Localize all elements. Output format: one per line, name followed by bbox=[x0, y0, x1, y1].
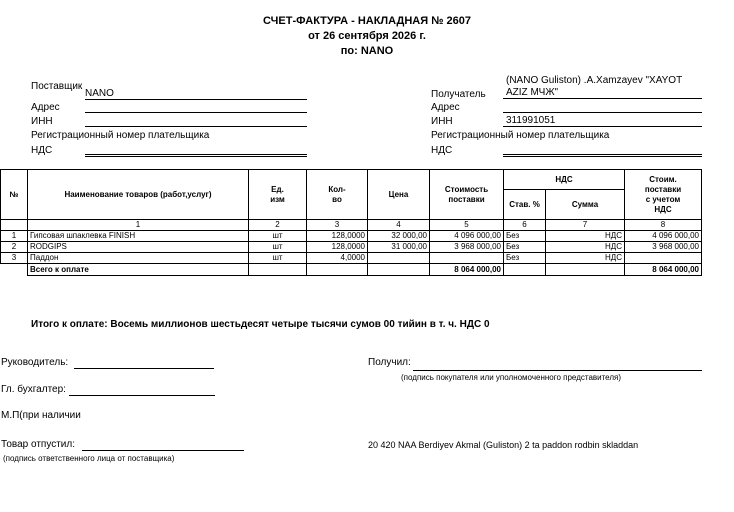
header-cost-line1: Стоимость bbox=[444, 184, 489, 194]
row-unit: шт bbox=[249, 253, 307, 264]
total-cost: 8 064 000,00 bbox=[430, 264, 504, 276]
total-row bbox=[1, 264, 702, 276]
colnum-2: 2 bbox=[249, 220, 307, 231]
supplier-value-text: NANO bbox=[85, 88, 114, 99]
received-label: Получил: bbox=[368, 357, 411, 368]
header-qty-line2: во bbox=[332, 194, 342, 204]
header-unit-line1: Ед. bbox=[271, 184, 284, 194]
row-price: 31 000,00 bbox=[368, 242, 430, 253]
header-sum: Сумма bbox=[546, 190, 625, 220]
total-empty-3 bbox=[368, 264, 430, 276]
supplier-reg-value bbox=[85, 143, 307, 155]
row-rate: Без bbox=[504, 253, 546, 264]
header-price: Цена bbox=[368, 170, 430, 220]
row-name: Гипсовая шпаклевка FINISH bbox=[28, 231, 249, 242]
colnum-6: 6 bbox=[504, 220, 546, 231]
header-total bbox=[625, 170, 702, 220]
header-total-line1: Стоим. bbox=[649, 174, 677, 184]
row-num: 1 bbox=[1, 231, 28, 242]
row-price bbox=[368, 253, 430, 264]
recipient-address-value bbox=[503, 101, 702, 113]
total-label: Всего к оплате bbox=[28, 264, 249, 276]
column-number-row bbox=[1, 220, 702, 231]
row-unit: шт bbox=[249, 231, 307, 242]
row-price: 32 000,00 bbox=[368, 231, 430, 242]
header-name: Наименование товаров (работ,услуг) bbox=[28, 170, 249, 220]
invoice-table bbox=[0, 169, 702, 276]
header-qty bbox=[307, 170, 368, 220]
recipient-reg-value bbox=[503, 143, 702, 155]
row-name: Паддон bbox=[28, 253, 249, 264]
received-signature-line bbox=[413, 359, 702, 371]
table-row bbox=[1, 231, 702, 242]
header-total-line4: НДС bbox=[654, 204, 672, 214]
document-title: СЧЕТ-ФАКТУРА - НАКЛАДНАЯ № 2607 bbox=[263, 15, 471, 27]
header-nds: НДС bbox=[504, 170, 625, 190]
recipient-value-line2: AZIZ МЧЖ" bbox=[506, 87, 559, 98]
supplier-address-label: Адрес bbox=[31, 102, 60, 113]
row-total: 4 096 000,00 bbox=[625, 231, 702, 242]
row-num: 3 bbox=[1, 253, 28, 264]
row-cost: 4 096 000,00 bbox=[430, 231, 504, 242]
table-row bbox=[1, 242, 702, 253]
recipient-address-label: Адрес bbox=[431, 102, 460, 113]
row-qty: 128,0000 bbox=[307, 242, 368, 253]
row-cost: 3 968 000,00 bbox=[430, 242, 504, 253]
header-total-line2: поставки bbox=[644, 184, 682, 194]
colnum-8: 8 bbox=[625, 220, 702, 231]
total-empty-1 bbox=[249, 264, 307, 276]
released-signature-line bbox=[82, 439, 244, 451]
received-note: (подпись покупателя или уполномоченного представителя) bbox=[401, 373, 622, 382]
recipient-nds-value bbox=[503, 156, 702, 157]
released-label: Товар отпустил: bbox=[1, 439, 75, 450]
colnum-7: 7 bbox=[546, 220, 625, 231]
supplier-nds-label: НДС bbox=[31, 145, 53, 156]
summary-text: Итого к оплате: Восемь миллионов шестьдесят четыре тысячи сумов 00 тийин в т. ч. НДС 0 bbox=[31, 319, 490, 330]
colnum-blank bbox=[1, 220, 28, 231]
accountant-signature-line bbox=[69, 384, 215, 396]
row-total bbox=[625, 253, 702, 264]
recipient-nds-label: НДС bbox=[431, 145, 453, 156]
supplier-reg-label: Регистрационный номер плательщика bbox=[31, 130, 210, 141]
row-unit: шт bbox=[249, 242, 307, 253]
row-sum: НДС bbox=[546, 231, 625, 242]
director-signature-line bbox=[74, 357, 214, 369]
delivery-note: 20 420 NAA Berdiyev Akmal (Guliston) 2 ta paddon rodbin skladdan bbox=[368, 440, 639, 450]
header-cost bbox=[430, 170, 504, 220]
header-unit-line2: изм bbox=[270, 194, 285, 204]
supplier-label: Поставщик bbox=[31, 81, 83, 92]
released-note: (подпись ответственного лица от поставщика) bbox=[3, 454, 175, 463]
header-num: № bbox=[1, 170, 28, 220]
row-cost bbox=[430, 253, 504, 264]
supplier-inn-value bbox=[85, 115, 307, 127]
row-sum: НДС bbox=[546, 242, 625, 253]
stamp-label: М.П(при наличии bbox=[1, 410, 81, 421]
colnum-1: 1 bbox=[28, 220, 249, 231]
row-total: 3 968 000,00 bbox=[625, 242, 702, 253]
total-empty-5 bbox=[546, 264, 625, 276]
header-cost-line2: поставки bbox=[448, 194, 485, 204]
total-sum: 8 064 000,00 bbox=[625, 264, 702, 276]
director-label: Руководитель: bbox=[1, 357, 69, 368]
recipient-inn-label: ИНН bbox=[431, 116, 453, 127]
row-qty: 128,0000 bbox=[307, 231, 368, 242]
recipient-value bbox=[503, 87, 702, 99]
colnum-3: 3 bbox=[307, 220, 368, 231]
supplier-address-value bbox=[85, 101, 307, 113]
supplier-value bbox=[85, 88, 307, 100]
header-rate: Став. % bbox=[504, 190, 546, 220]
header-total-line3: с учетом bbox=[645, 194, 681, 204]
header-unit bbox=[249, 170, 307, 220]
supplier-inn-label: ИНН bbox=[31, 116, 53, 127]
colnum-4: 4 bbox=[368, 220, 430, 231]
row-qty: 4,0000 bbox=[307, 253, 368, 264]
row-sum: НДС bbox=[546, 253, 625, 264]
row-name: RODGIPS bbox=[28, 242, 249, 253]
recipient-inn-text: 311991051 bbox=[506, 115, 556, 126]
row-rate: Без bbox=[504, 231, 546, 242]
table-row bbox=[1, 253, 702, 264]
total-blank bbox=[1, 264, 28, 276]
supplier-nds-value bbox=[85, 156, 307, 157]
document-contract: по: NANO bbox=[340, 45, 394, 57]
header-qty-line1: Кол- bbox=[328, 184, 346, 194]
recipient-label: Получатель bbox=[431, 89, 486, 100]
accountant-label: Гл. бухгалтер: bbox=[1, 384, 66, 395]
recipient-reg-label: Регистрационный номер плательщика bbox=[431, 130, 610, 141]
row-rate: Без bbox=[504, 242, 546, 253]
colnum-5: 5 bbox=[430, 220, 504, 231]
total-empty-2 bbox=[307, 264, 368, 276]
total-empty-4 bbox=[504, 264, 546, 276]
recipient-inn-value bbox=[503, 115, 702, 127]
recipient-value-line1: (NANO Guliston) .A.Xamzayev "XAYOT bbox=[506, 75, 683, 86]
row-num: 2 bbox=[1, 242, 28, 253]
document-date: от 26 сентября 2026 г. bbox=[308, 30, 426, 42]
